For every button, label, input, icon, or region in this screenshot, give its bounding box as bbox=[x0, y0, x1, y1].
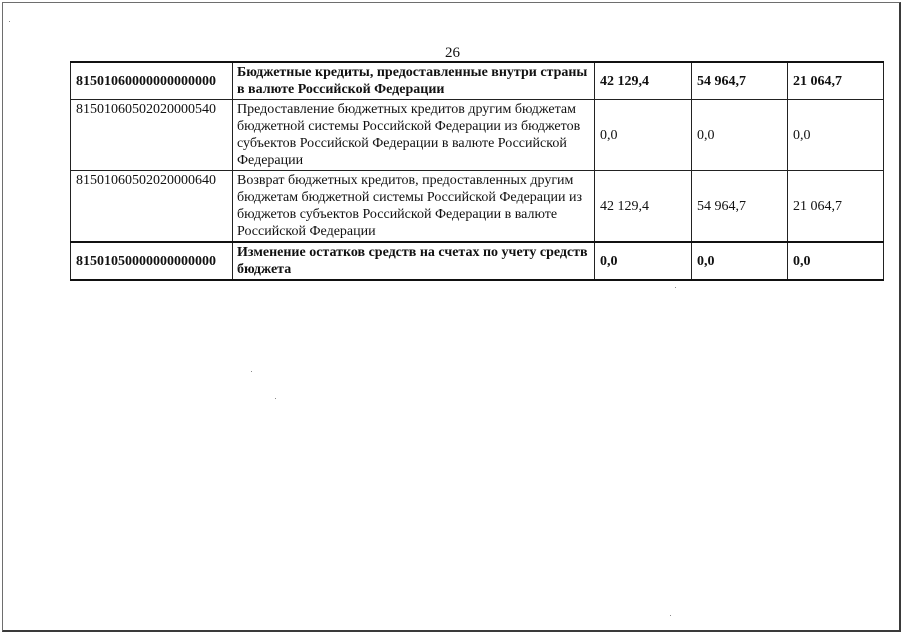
value-cell-2: 54 964,7 bbox=[692, 171, 788, 243]
budget-code-cell: 81501060502020000640 bbox=[71, 171, 233, 243]
table-row bbox=[71, 100, 884, 171]
description-cell: Изменение остатков средств на счетах по учету средств бюджета bbox=[233, 242, 595, 280]
value-cell-3: 21 064,7 bbox=[788, 62, 884, 100]
value-cell-1: 42 129,4 bbox=[595, 171, 692, 243]
value-cell-3: 0,0 bbox=[788, 100, 884, 171]
page-number: 26 bbox=[445, 45, 460, 61]
value-cell-1: 42 129,4 bbox=[595, 62, 692, 100]
value-cell-2: 0,0 bbox=[692, 100, 788, 171]
budget-code-cell: 81501060000000000000 bbox=[71, 62, 233, 100]
scan-speck bbox=[275, 398, 276, 399]
value-cell-2: 0,0 bbox=[692, 242, 788, 280]
scan-speck bbox=[9, 21, 10, 22]
scan-speck bbox=[670, 615, 671, 616]
table-row bbox=[71, 242, 884, 280]
value-cell-1: 0,0 bbox=[595, 100, 692, 171]
description-cell: Предоставление бюджетных кредитов другим бюджетам бюджетной системы Российской Федерации из бюджетов субъектов Российской Федерации в валюте Российской Федерации bbox=[233, 100, 595, 171]
description-cell: Бюджетные кредиты, предоставленные внутри страны в валюте Российской Федерации bbox=[233, 62, 595, 100]
scan-speck bbox=[675, 287, 676, 288]
value-cell-3: 21 064,7 bbox=[788, 171, 884, 243]
scan-speck bbox=[251, 371, 252, 372]
value-cell-2: 54 964,7 bbox=[692, 62, 788, 100]
value-cell-1: 0,0 bbox=[595, 242, 692, 280]
description-cell: Возврат бюджетных кредитов, предоставленных другим бюджетам бюджетной системы Российской Федерации из бюджетов субъектов Российской Федерации в валюте Российской Федерации bbox=[233, 171, 595, 243]
budget-code-cell: 81501060502020000540 bbox=[71, 100, 233, 171]
budget-code-cell: 81501050000000000000 bbox=[71, 242, 233, 280]
table-row bbox=[71, 171, 884, 243]
value-cell-3: 0,0 bbox=[788, 242, 884, 280]
table-row bbox=[71, 62, 884, 100]
budget-table bbox=[70, 61, 884, 281]
